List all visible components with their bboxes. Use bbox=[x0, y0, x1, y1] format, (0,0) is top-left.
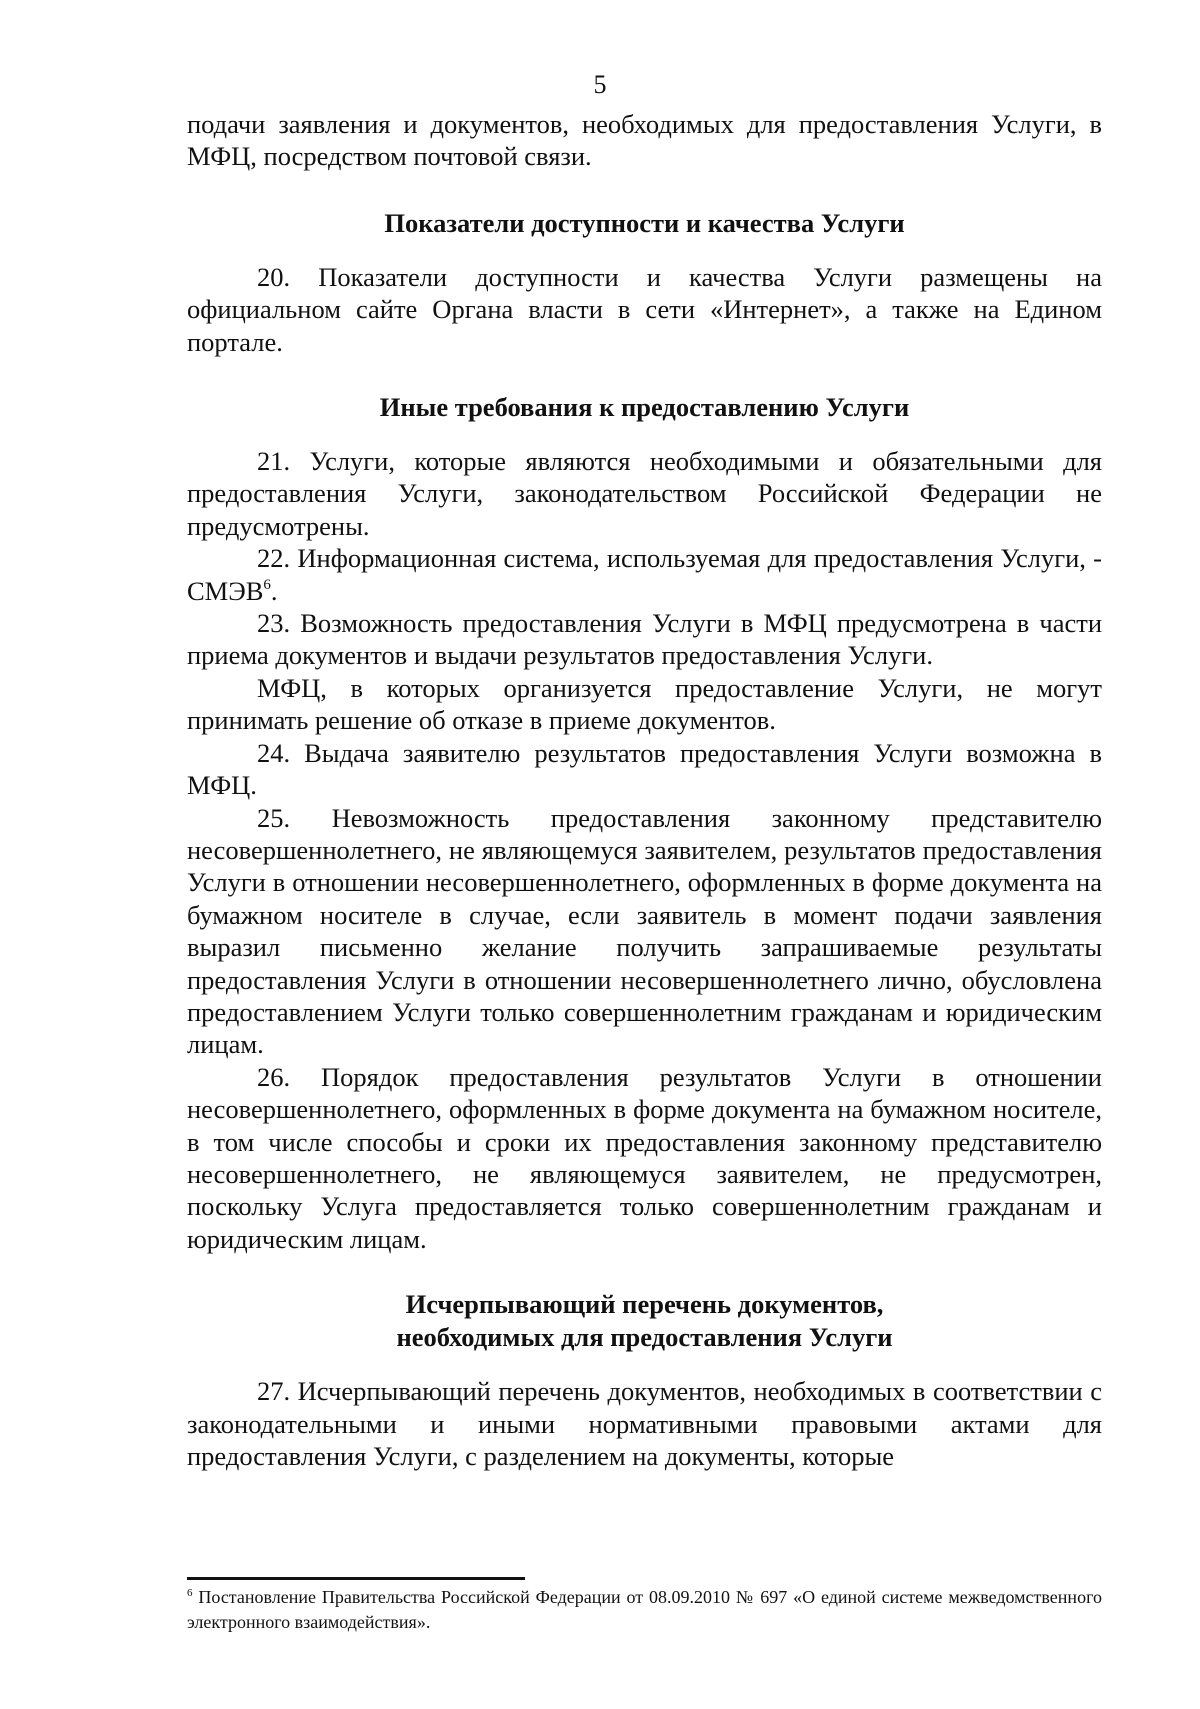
paragraph-continuation: подачи заявления и документов, необходимых для предоставления Услуги, в МФЦ, посредством почтовой связи. bbox=[187, 109, 1102, 172]
paragraph-25: 25. Невозможность предоставления законному представителю несовершеннолетнего, не являющемуся заявителем, результатов предоставления Услуги в отношении несовершеннолетнего, оформленных в форме документа на бумажном носителе в случае, если заявитель в момент подачи заявления выразил письменно желание получить запрашиваемые результаты предоставления Услуги в отношении несовершеннолетнего лично, обусловлена предоставлением Услуги только совершеннолетним гражданам и юридическим лицам. bbox=[187, 802, 1102, 1060]
paragraph-26: 26. Порядок предоставления результатов Услуги в отношении несовершеннолетнего, оформленных в форме документа на бумажном носителе, в том числе способы и сроки их предоставления законному представителю несовершеннолетнего, не являющемуся заявителем, не предусмотрен, поскольку Услуга предоставляется только совершеннолетним гражданам и юридическим лицам. bbox=[187, 1061, 1102, 1254]
paragraph-20: 20. Показатели доступности и качества Услуги размещены на официальном сайте Органа власти в сети «Интернет», а также на Едином портале. bbox=[187, 261, 1102, 357]
footnote-ref: 6 bbox=[263, 576, 271, 593]
page-number: 5 bbox=[593, 70, 607, 99]
paragraph-22 bbox=[187, 542, 1102, 607]
section-heading-accessibility: Показатели доступности и качества Услуги bbox=[384, 207, 905, 238]
heading-line-2: необходимых для предоставления Услуги bbox=[396, 1322, 893, 1353]
section-heading-documents bbox=[187, 1288, 1102, 1354]
paragraph-21: 21. Услуги, которые являются необходимыми и обязательными для предоставления Услуги, законодательством Российской Федерации не предусмотрены. bbox=[187, 446, 1102, 541]
paragraph-23: 23. Возможность предоставления Услуги в МФЦ предусмотрена в части приема документов и выдачи результатов предоставления Услуги. bbox=[187, 608, 1102, 671]
footnote-marker: 6 bbox=[187, 1587, 193, 1599]
footnote bbox=[187, 1585, 1102, 1635]
footnote-text: Постановление Правительства Российской Федерации от 08.09.2010 № 697 «О единой системе межведомственного электронного взаимодействия». bbox=[187, 1587, 1102, 1632]
paragraph-27: 27. Исчерпывающий перечень документов, необходимых в соответствии с законодательными и иными нормативными правовыми актами для предоставления Услуги, с разделением на документы, которые bbox=[187, 1376, 1102, 1471]
document-body bbox=[187, 108, 1102, 1472]
paragraph-22-end: . bbox=[270, 575, 278, 606]
paragraph-22-text: 22. Информационная система, используемая для предоставления Услуги, - СМЭВ bbox=[187, 543, 1102, 606]
paragraph-24: 24. Выдача заявителю результатов предоставления Услуги возможна в МФЦ. bbox=[187, 737, 1102, 801]
paragraph-23-continued: МФЦ, в которых организуется предоставление Услуги, не могут принимать решение об отказе в приеме документов. bbox=[187, 672, 1102, 736]
section-heading-other-requirements: Иные требования к предоставлению Услуги bbox=[379, 392, 910, 423]
footnote-separator bbox=[187, 1577, 525, 1580]
heading-line-1: Исчерпывающий перечень документов, bbox=[405, 1289, 884, 1320]
